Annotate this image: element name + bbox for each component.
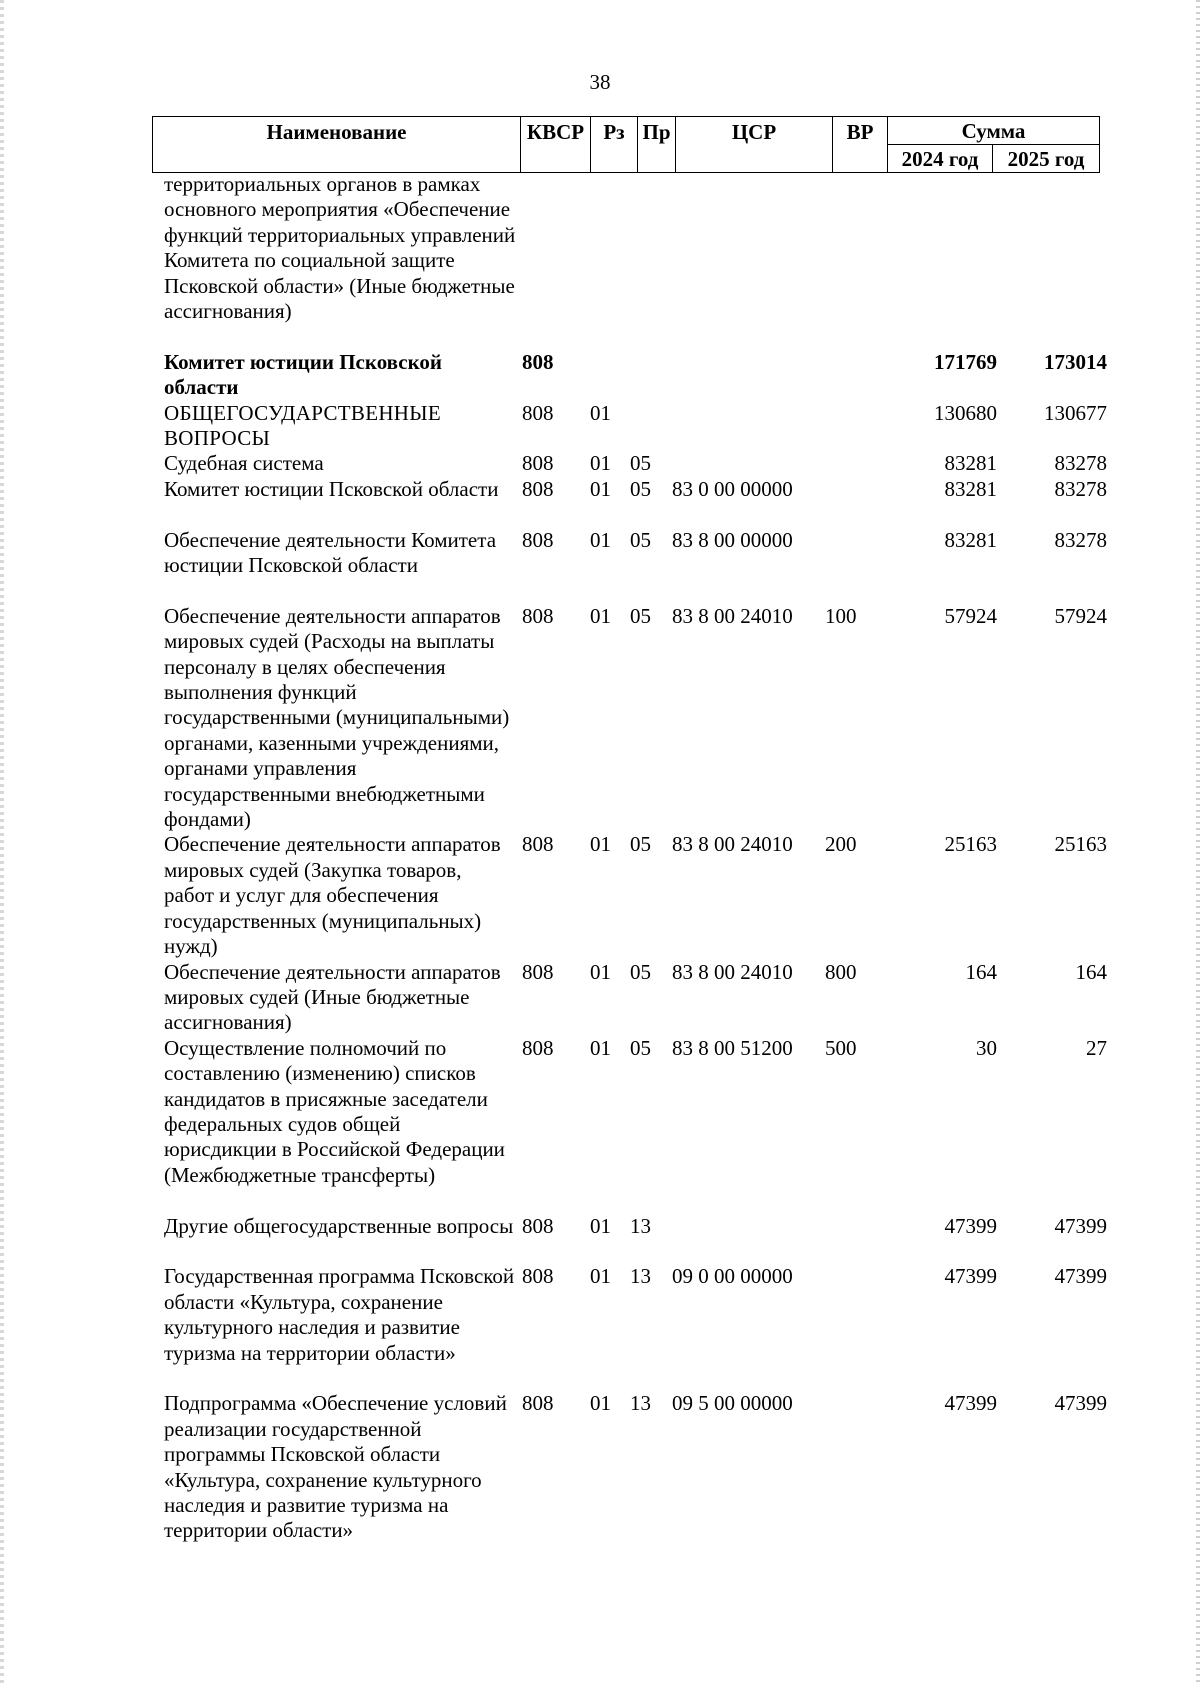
row-csr: 83 8 00 24010 (672, 832, 793, 857)
row-pr: 05 (630, 476, 651, 501)
row-vr (825, 1264, 885, 1391)
table-row (164, 172, 1107, 350)
table-row (164, 477, 1107, 528)
row-csr (672, 401, 825, 452)
scan-edge-right (1196, 0, 1200, 1686)
row-sum-2025: 27 (1086, 1035, 1107, 1060)
row-vr (825, 1391, 885, 1569)
table-row (164, 1214, 1107, 1265)
row-sum-2024: 130680 (934, 400, 997, 425)
row-name: Обеспечение деятельности аппаратов мировых судей (Закупка товаров, работ и услуг для обеспечения государственных (муниципальных) нужд) (164, 832, 501, 959)
header-pr: Пр (638, 117, 676, 173)
row-pr (630, 401, 672, 452)
row-vr (825, 350, 885, 401)
row-vr: 100 (825, 603, 857, 628)
row-csr: 83 8 00 00000 (672, 527, 793, 552)
row-vr: 500 (825, 1035, 857, 1060)
row-name: Обеспечение деятельности аппаратов мировых судей (Расходы на выплаты персоналу в целях обеспечения выполнения функций государственными (муниципальными) органами, казенными учреждениями, органами управления государственными внебюджетными фондами) (164, 603, 510, 832)
row-sum-2025: 83278 (1054, 451, 1107, 476)
row-rz: 01 (590, 832, 611, 857)
row-rz (580, 172, 630, 350)
table-row (164, 1391, 1107, 1569)
row-sum-2025: 130677 (1044, 400, 1107, 425)
row-name: Другие общегосударственные вопросы (164, 1213, 514, 1238)
row-kvsr: 808 (522, 603, 554, 628)
row-kvsr: 808 (522, 1264, 554, 1289)
budget-table (164, 172, 1107, 1569)
row-rz: 01 (590, 1213, 611, 1238)
row-kvsr: 808 (522, 400, 554, 425)
row-sum-2025: 25163 (1054, 832, 1107, 857)
row-rz: 01 (590, 959, 611, 984)
row-name: Обеспечение деятельности Комитета юстиции Псковской области (164, 527, 497, 578)
row-kvsr: 808 (522, 832, 554, 857)
row-sum-2025: 83278 (1054, 476, 1107, 501)
row-vr (825, 401, 885, 452)
row-sum-2025: 47399 (1054, 1264, 1107, 1289)
row-kvsr: 808 (522, 476, 554, 501)
row-pr: 05 (630, 527, 651, 552)
row-vr (825, 172, 885, 350)
row-csr: 83 0 00 00000 (672, 476, 793, 501)
row-sum-2024: 83281 (944, 527, 997, 552)
row-rz: 01 (590, 400, 611, 425)
row-vr (825, 1214, 885, 1265)
row-name: Судебная система (164, 451, 324, 476)
row-rz: 01 (590, 451, 611, 476)
row-name: Государственная программа Псковской области «Культура, сохранение культурного наследия и развитие туризма на территории области» (164, 1264, 515, 1365)
row-sum-2024: 83281 (944, 476, 997, 501)
row-sum-2024: 164 (965, 959, 997, 984)
row-csr (672, 350, 825, 401)
row-pr: 05 (630, 603, 651, 628)
table-row (164, 350, 1107, 401)
row-pr: 05 (630, 832, 651, 857)
row-pr: 13 (630, 1391, 651, 1416)
row-name: Обеспечение деятельности аппаратов мировых судей (Иные бюджетные ассигнования) (164, 959, 501, 1035)
row-pr: 13 (630, 1213, 651, 1238)
table-row (164, 1264, 1107, 1391)
row-rz: 01 (590, 1391, 611, 1416)
row-sum-2024: 47399 (944, 1213, 997, 1238)
row-name: Комитет юстиции Псковской области (164, 349, 443, 400)
row-name: ОБЩЕГОСУДАРСТВЕННЫЕ ВОПРОСЫ (164, 400, 442, 451)
row-kvsr: 808 (522, 1035, 554, 1060)
row-sum-2025: 47399 (1054, 1391, 1107, 1416)
row-sum-2025: 164 (1075, 959, 1107, 984)
header-sum: Сумма (888, 117, 1100, 145)
row-csr: 83 8 00 51200 (672, 1035, 793, 1060)
row-csr (672, 1214, 825, 1265)
row-kvsr: 808 (522, 1391, 554, 1416)
row-kvsr: 808 (522, 451, 554, 476)
row-pr: 05 (630, 451, 651, 476)
row-rz: 01 (590, 1035, 611, 1060)
row-pr (630, 172, 672, 350)
row-sum-2024: 25163 (944, 832, 997, 857)
row-sum-2024: 171769 (934, 349, 997, 374)
row-rz: 01 (590, 603, 611, 628)
row-rz: 01 (590, 476, 611, 501)
header-year-2024: 2024 год (888, 145, 993, 173)
row-pr: 05 (630, 959, 651, 984)
row-vr (825, 451, 885, 476)
row-kvsr: 808 (522, 959, 554, 984)
header-kvsr: КВСР (521, 117, 591, 173)
row-name: Осуществление полномочий по составлению (изменению) списков кандидатов в присяжные заседатели федеральных судов общей юрисдикции в Российской Федерации (Межбюджетные трансферты) (164, 1035, 505, 1187)
page-number: 38 (589, 70, 611, 94)
table-row (164, 401, 1107, 452)
row-pr: 13 (630, 1264, 651, 1289)
row-sum-2024: 30 (976, 1035, 997, 1060)
table-row (164, 960, 1107, 1036)
row-csr: 83 8 00 24010 (672, 603, 793, 628)
table-row (164, 1036, 1107, 1214)
row-sum-2024 (885, 172, 997, 350)
row-csr (672, 172, 825, 350)
row-sum-2024: 83281 (944, 451, 997, 476)
row-name: Комитет юстиции Псковской области (164, 476, 499, 501)
row-csr: 83 8 00 24010 (672, 959, 793, 984)
header-year-2025: 2025 год (993, 145, 1100, 173)
header-csr: ЦСР (676, 117, 833, 173)
row-vr: 200 (825, 832, 857, 857)
table-row (164, 528, 1107, 604)
row-pr (630, 350, 672, 401)
row-csr: 09 0 00 00000 (672, 1264, 793, 1289)
header-vr: ВР (833, 117, 888, 173)
row-vr (825, 528, 885, 604)
table-header (152, 116, 1100, 173)
row-rz: 01 (590, 527, 611, 552)
row-kvsr (516, 172, 580, 350)
row-vr (825, 477, 885, 528)
scan-edge-left (0, 0, 4, 1686)
row-csr (672, 451, 825, 476)
header-rz: Рз (591, 117, 638, 173)
row-vr: 800 (825, 959, 857, 984)
row-rz: 01 (590, 1264, 611, 1289)
row-csr: 09 5 00 00000 (672, 1391, 793, 1416)
row-sum-2024: 47399 (944, 1264, 997, 1289)
row-sum-2025: 83278 (1054, 527, 1107, 552)
row-sum-2025: 173014 (1044, 349, 1107, 374)
row-kvsr: 808 (522, 527, 554, 552)
row-kvsr: 808 (522, 1213, 554, 1238)
table-row (164, 604, 1107, 833)
row-sum-2024: 47399 (944, 1391, 997, 1416)
row-kvsr: 808 (522, 349, 554, 374)
row-rz (580, 350, 630, 401)
row-pr: 05 (630, 1035, 651, 1060)
budget-table-body (164, 172, 1107, 1569)
row-sum-2025 (997, 172, 1107, 350)
table-row (164, 451, 1107, 476)
row-name: территориальных органов в рамках основного мероприятия «Обеспечение функций территориальных управлений Комитета по социальной защите Псковской области» (Иные бюджетные ассигнования) (164, 172, 516, 324)
row-name: Подпрограмма «Обеспечение условий реализации государственной программы Псковской области «Культура, сохранение культурного наследия и развитие туризма на территории области» (164, 1391, 507, 1543)
row-sum-2024: 57924 (944, 603, 997, 628)
row-sum-2025: 47399 (1054, 1213, 1107, 1238)
row-sum-2025: 57924 (1054, 603, 1107, 628)
table-row (164, 832, 1107, 959)
header-name: Наименование (153, 117, 521, 173)
